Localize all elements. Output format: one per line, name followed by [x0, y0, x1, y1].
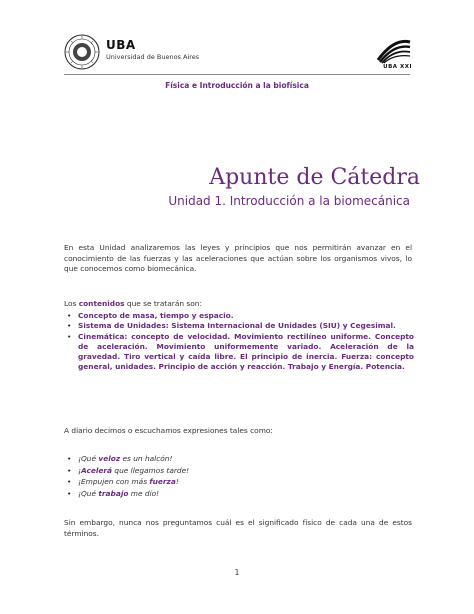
ubaxxi-label: UBA XXI — [383, 64, 412, 70]
contents-item-text: Sistema de Unidades: Sistema Internacional de Unidades (SIU) y Cegesimal. — [78, 321, 396, 331]
contents-item-text: Concepto de masa, tiempo y espacio. — [78, 311, 234, 320]
ubaxxi-logo — [374, 34, 414, 78]
intro-paragraph: En esta Unidad analizaremos las leyes y principios que nos permitirán avanzar en el conocimiento de las fuerzas y las aceleraciones que actúan sobre los organismos vivos, lo que conocemos como biomecánica. — [64, 243, 412, 273]
expression-emphasis: trabajo — [98, 488, 129, 498]
list-item — [64, 453, 414, 465]
bullet-icon: • — [67, 488, 72, 498]
expressions-intro: A diario decimos o escuchamos expresiones tales como: — [64, 426, 273, 435]
bullet-icon: • — [67, 477, 72, 486]
uba-name: Universidad de Buenos Aires — [106, 53, 200, 61]
uba-seal-logo — [64, 34, 100, 70]
list-item — [64, 465, 414, 477]
expression-pre: ¡Qué — [78, 454, 99, 463]
expression-post: me dio! — [128, 488, 160, 498]
contents-intro-prefix: Los — [64, 299, 79, 308]
expression-post: que llegamos tarde! — [112, 465, 190, 475]
uba-abbrev: UBA — [106, 38, 136, 52]
list-item — [64, 321, 414, 331]
document-title: Apunte de Cátedra — [209, 165, 420, 190]
bullet-icon: • — [67, 321, 72, 331]
list-item — [64, 488, 414, 500]
list-item — [64, 476, 414, 488]
page-number: 1 — [234, 568, 240, 577]
bullet-icon: • — [67, 331, 72, 341]
bullet-icon: • — [67, 465, 72, 475]
contents-intro-suffix: que se tratarán son: — [124, 299, 202, 308]
expression-post: ! — [175, 477, 179, 486]
expression-pre: ¡ — [78, 465, 81, 475]
bullet-icon: • — [67, 311, 72, 320]
contents-list — [64, 311, 414, 373]
contents-item-text: Cinemática: concepto de velocidad. Movimiento rectilíneo uniforme. Concepto de aceleración. Movimiento uniformemente variado. Aceleración de la gravedad. Tiro vertical y caída libre. El principio de inercia. Fuerza: concepto general, unidades. Principio de acción y reacción. Trabajo y Energía. Potencia. — [78, 331, 414, 372]
course-title: Física e Introducción a la biofísica — [165, 81, 309, 90]
document-subtitle: Unidad 1. Introducción a la biomecánica — [168, 194, 410, 208]
expression-emphasis: Acelerá — [80, 465, 113, 475]
list-item — [64, 311, 414, 321]
expression-pre: ¡Qué — [78, 488, 99, 498]
list-item — [64, 332, 414, 373]
closing-paragraph: Sin embargo, nunca nos preguntamos cuál es el significado físico de cada una de estos términos. — [64, 518, 412, 538]
expression-emphasis: veloz — [98, 454, 121, 463]
contents-intro — [64, 299, 412, 310]
header-divider — [64, 74, 410, 75]
bullet-icon: • — [67, 454, 72, 463]
expression-pre: ¡Empujen con más — [78, 477, 150, 486]
contents-intro-highlight: contenidos — [78, 299, 125, 308]
expressions-list — [64, 453, 414, 499]
expression-emphasis: fuerza — [149, 477, 176, 486]
expression-post: es un halcón! — [120, 454, 173, 463]
uba-wordmark — [106, 38, 199, 61]
